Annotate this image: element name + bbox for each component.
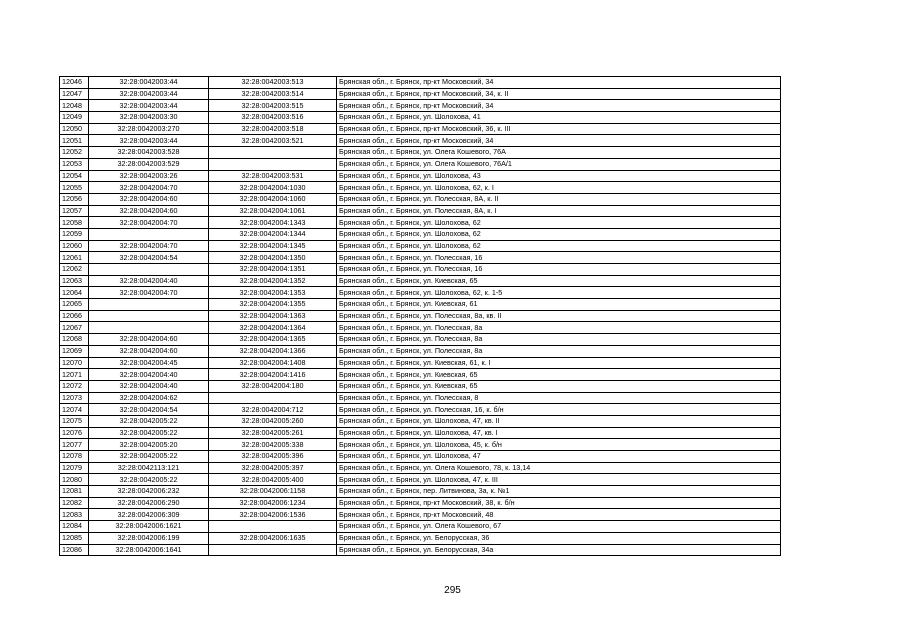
row-number-cell: 12052 bbox=[60, 147, 89, 159]
address-cell: Брянская обл., г. Брянск, ул. Шолохова, 41 bbox=[337, 112, 781, 124]
row-number-cell: 12050 bbox=[60, 123, 89, 135]
land-cadastral-number-cell: 32:28:0042006:1641 bbox=[89, 544, 209, 556]
object-cadastral-number-cell: 32:28:0042003:514 bbox=[209, 88, 337, 100]
table-row bbox=[60, 439, 781, 451]
row-number-cell: 12054 bbox=[60, 170, 89, 182]
table-row bbox=[60, 357, 781, 369]
row-number-cell: 12056 bbox=[60, 193, 89, 205]
address-cell: Брянская обл., г. Брянск, ул. Шолохова, 62, к. 1-5 bbox=[337, 287, 781, 299]
address-cell: Брянская обл., г. Брянск, ул. Киевская, 65 bbox=[337, 275, 781, 287]
row-number-cell: 12055 bbox=[60, 182, 89, 194]
table-row bbox=[60, 217, 781, 229]
land-cadastral-number-cell: 32:28:0042005:22 bbox=[89, 474, 209, 486]
table-row bbox=[60, 182, 781, 194]
table-row bbox=[60, 264, 781, 276]
table-row bbox=[60, 299, 781, 311]
row-number-cell: 12076 bbox=[60, 427, 89, 439]
land-cadastral-number-cell: 32:28:0042003:44 bbox=[89, 135, 209, 147]
address-cell: Брянская обл., г. Брянск, ул. Шолохова, 47, кв. II bbox=[337, 415, 781, 427]
row-number-cell: 12086 bbox=[60, 544, 89, 556]
address-cell: Брянская обл., г. Брянск, пр-кт Московский, 34, к. II bbox=[337, 88, 781, 100]
object-cadastral-number-cell: 32:28:0042005:397 bbox=[209, 462, 337, 474]
address-cell: Брянская обл., г. Брянск, ул. Киевская, 65 bbox=[337, 369, 781, 381]
object-cadastral-number-cell bbox=[209, 544, 337, 556]
table-row bbox=[60, 462, 781, 474]
object-cadastral-number-cell: 32:28:0042003:531 bbox=[209, 170, 337, 182]
land-cadastral-number-cell: 32:28:0042006:309 bbox=[89, 509, 209, 521]
row-number-cell: 12082 bbox=[60, 497, 89, 509]
table-row bbox=[60, 275, 781, 287]
object-cadastral-number-cell: 32:28:0042004:1364 bbox=[209, 322, 337, 334]
land-cadastral-number-cell: 32:28:0042006:1621 bbox=[89, 521, 209, 533]
land-cadastral-number-cell: 32:28:0042004:54 bbox=[89, 404, 209, 416]
row-number-cell: 12057 bbox=[60, 205, 89, 217]
row-number-cell: 12066 bbox=[60, 310, 89, 322]
land-cadastral-number-cell: 32:28:0042005:20 bbox=[89, 439, 209, 451]
address-cell: Брянская обл., г. Брянск, ул. Полесская, 8а bbox=[337, 345, 781, 357]
object-cadastral-number-cell: 32:28:0042005:396 bbox=[209, 451, 337, 463]
land-cadastral-number-cell: 32:28:0042005:22 bbox=[89, 427, 209, 439]
object-cadastral-number-cell: 32:28:0042006:1234 bbox=[209, 497, 337, 509]
object-cadastral-number-cell: 32:28:0042004:1352 bbox=[209, 275, 337, 287]
table-row bbox=[60, 544, 781, 556]
land-cadastral-number-cell: 32:28:0042003:528 bbox=[89, 147, 209, 159]
table-row bbox=[60, 532, 781, 544]
object-cadastral-number-cell: 32:28:0042004:1345 bbox=[209, 240, 337, 252]
land-cadastral-number-cell bbox=[89, 322, 209, 334]
address-cell: Брянская обл., г. Брянск, пр-кт Московский, 34 bbox=[337, 135, 781, 147]
table-row bbox=[60, 404, 781, 416]
address-cell: Брянская обл., г. Брянск, ул. Полесская, 8 bbox=[337, 392, 781, 404]
row-number-cell: 12068 bbox=[60, 334, 89, 346]
table-row bbox=[60, 369, 781, 381]
table-row bbox=[60, 158, 781, 170]
table-row bbox=[60, 88, 781, 100]
address-cell: Брянская обл., г. Брянск, пр-кт Московский, 38, к. б/н bbox=[337, 497, 781, 509]
table-row bbox=[60, 392, 781, 404]
table-row bbox=[60, 170, 781, 182]
row-number-cell: 12085 bbox=[60, 532, 89, 544]
object-cadastral-number-cell bbox=[209, 147, 337, 159]
object-cadastral-number-cell: 32:28:0042006:1635 bbox=[209, 532, 337, 544]
row-number-cell: 12061 bbox=[60, 252, 89, 264]
land-cadastral-number-cell: 32:28:0042003:270 bbox=[89, 123, 209, 135]
object-cadastral-number-cell: 32:28:0042004:1350 bbox=[209, 252, 337, 264]
row-number-cell: 12071 bbox=[60, 369, 89, 381]
object-cadastral-number-cell: 32:28:0042004:1365 bbox=[209, 334, 337, 346]
object-cadastral-number-cell: 32:28:0042004:1355 bbox=[209, 299, 337, 311]
object-cadastral-number-cell: 32:28:0042004:1363 bbox=[209, 310, 337, 322]
land-cadastral-number-cell bbox=[89, 228, 209, 240]
row-number-cell: 12074 bbox=[60, 404, 89, 416]
object-cadastral-number-cell: 32:28:0042003:516 bbox=[209, 112, 337, 124]
table-row bbox=[60, 77, 781, 89]
address-cell: Брянская обл., г. Брянск, ул. Полесская, 8А, к. II bbox=[337, 193, 781, 205]
land-cadastral-number-cell: 32:28:0042005:22 bbox=[89, 415, 209, 427]
address-cell: Брянская обл., г. Брянск, ул. Полесская, 8а bbox=[337, 334, 781, 346]
object-cadastral-number-cell: 32:28:0042004:1366 bbox=[209, 345, 337, 357]
row-number-cell: 12049 bbox=[60, 112, 89, 124]
row-number-cell: 12048 bbox=[60, 100, 89, 112]
table-row bbox=[60, 100, 781, 112]
table-row bbox=[60, 310, 781, 322]
land-cadastral-number-cell: 32:28:0042006:290 bbox=[89, 497, 209, 509]
register-table-body bbox=[60, 77, 781, 556]
row-number-cell: 12059 bbox=[60, 228, 89, 240]
land-cadastral-number-cell: 32:28:0042003:44 bbox=[89, 100, 209, 112]
address-cell: Брянская обл., г. Брянск, ул. Киевская, 61, к. I bbox=[337, 357, 781, 369]
land-cadastral-number-cell: 32:28:0042004:40 bbox=[89, 380, 209, 392]
land-cadastral-number-cell: 32:28:0042004:60 bbox=[89, 193, 209, 205]
row-number-cell: 12078 bbox=[60, 451, 89, 463]
address-cell: Брянская обл., г. Брянск, ул. Шолохова, 47, к. III bbox=[337, 474, 781, 486]
row-number-cell: 12053 bbox=[60, 158, 89, 170]
object-cadastral-number-cell: 32:28:0042003:521 bbox=[209, 135, 337, 147]
object-cadastral-number-cell: 32:28:0042004:1353 bbox=[209, 287, 337, 299]
address-cell: Брянская обл., г. Брянск, ул. Белорусская, 36 bbox=[337, 532, 781, 544]
land-cadastral-number-cell bbox=[89, 299, 209, 311]
land-cadastral-number-cell: 32:28:0042005:22 bbox=[89, 451, 209, 463]
address-cell: Брянская обл., г. Брянск, ул. Шолохова, 47 bbox=[337, 451, 781, 463]
object-cadastral-number-cell: 32:28:0042004:180 bbox=[209, 380, 337, 392]
land-cadastral-number-cell: 32:28:0042003:44 bbox=[89, 77, 209, 89]
table-row bbox=[60, 135, 781, 147]
table-row bbox=[60, 228, 781, 240]
row-number-cell: 12079 bbox=[60, 462, 89, 474]
object-cadastral-number-cell: 32:28:0042004:1344 bbox=[209, 228, 337, 240]
land-cadastral-number-cell: 32:28:0042004:70 bbox=[89, 287, 209, 299]
table-row bbox=[60, 112, 781, 124]
object-cadastral-number-cell: 32:28:0042004:1408 bbox=[209, 357, 337, 369]
address-cell: Брянская обл., г. Брянск, ул. Киевская, 65 bbox=[337, 380, 781, 392]
row-number-cell: 12046 bbox=[60, 77, 89, 89]
table-row bbox=[60, 474, 781, 486]
address-cell: Брянская обл., г. Брянск, ул. Полесская, 16 bbox=[337, 252, 781, 264]
row-number-cell: 12080 bbox=[60, 474, 89, 486]
row-number-cell: 12047 bbox=[60, 88, 89, 100]
table-row bbox=[60, 205, 781, 217]
address-cell: Брянская обл., г. Брянск, ул. Шолохова, 62 bbox=[337, 217, 781, 229]
land-cadastral-number-cell: 32:28:0042004:60 bbox=[89, 334, 209, 346]
object-cadastral-number-cell: 32:28:0042005:400 bbox=[209, 474, 337, 486]
table-row bbox=[60, 240, 781, 252]
row-number-cell: 12070 bbox=[60, 357, 89, 369]
address-cell: Брянская обл., г. Брянск, ул. Олега Кошевого, 67 bbox=[337, 521, 781, 533]
table-row bbox=[60, 322, 781, 334]
object-cadastral-number-cell: 32:28:0042004:1061 bbox=[209, 205, 337, 217]
table-row bbox=[60, 415, 781, 427]
address-cell: Брянская обл., г. Брянск, ул. Шолохова, 62, к. I bbox=[337, 182, 781, 194]
object-cadastral-number-cell: 32:28:0042004:1351 bbox=[209, 264, 337, 276]
row-number-cell: 12060 bbox=[60, 240, 89, 252]
land-cadastral-number-cell: 32:28:0042004:45 bbox=[89, 357, 209, 369]
address-cell: Брянская обл., г. Брянск, пр-кт Московский, 36, к. III bbox=[337, 123, 781, 135]
object-cadastral-number-cell: 32:28:0042003:515 bbox=[209, 100, 337, 112]
row-number-cell: 12063 bbox=[60, 275, 89, 287]
land-cadastral-number-cell bbox=[89, 310, 209, 322]
land-cadastral-number-cell: 32:28:0042004:70 bbox=[89, 217, 209, 229]
row-number-cell: 12062 bbox=[60, 264, 89, 276]
table-row bbox=[60, 451, 781, 463]
table-row bbox=[60, 521, 781, 533]
address-cell: Брянская обл., г. Брянск, ул. Олега Кошевого, 78, к. 13,14 bbox=[337, 462, 781, 474]
address-cell: Брянская обл., г. Брянск, пр-кт Московский, 48 bbox=[337, 509, 781, 521]
land-cadastral-number-cell: 32:28:0042003:529 bbox=[89, 158, 209, 170]
row-number-cell: 12081 bbox=[60, 486, 89, 498]
land-cadastral-number-cell: 32:28:0042004:54 bbox=[89, 252, 209, 264]
page-number: 295 bbox=[444, 585, 461, 596]
address-cell: Брянская обл., г. Брянск, пр-кт Московский, 34 bbox=[337, 100, 781, 112]
row-number-cell: 12069 bbox=[60, 345, 89, 357]
land-cadastral-number-cell: 32:28:0042004:40 bbox=[89, 275, 209, 287]
object-cadastral-number-cell: 32:28:0042005:261 bbox=[209, 427, 337, 439]
object-cadastral-number-cell: 32:28:0042005:260 bbox=[209, 415, 337, 427]
table-row bbox=[60, 334, 781, 346]
address-cell: Брянская обл., г. Брянск, ул. Белорусская, 34а bbox=[337, 544, 781, 556]
address-cell: Брянская обл., г. Брянск, ул. Полесская, 8А, к. I bbox=[337, 205, 781, 217]
object-cadastral-number-cell: 32:28:0042004:1030 bbox=[209, 182, 337, 194]
object-cadastral-number-cell: 32:28:0042003:513 bbox=[209, 77, 337, 89]
land-cadastral-number-cell: 32:28:0042003:44 bbox=[89, 88, 209, 100]
address-cell: Брянская обл., г. Брянск, ул. Шолохова, 43 bbox=[337, 170, 781, 182]
row-number-cell: 12073 bbox=[60, 392, 89, 404]
address-cell: Брянская обл., г. Брянск, ул. Шолохова, 62 bbox=[337, 240, 781, 252]
object-cadastral-number-cell: 32:28:0042004:712 bbox=[209, 404, 337, 416]
table-row bbox=[60, 123, 781, 135]
table-row bbox=[60, 486, 781, 498]
land-cadastral-number-cell: 32:28:0042004:40 bbox=[89, 369, 209, 381]
address-cell: Брянская обл., г. Брянск, ул. Полесская, 8а bbox=[337, 322, 781, 334]
land-cadastral-number-cell: 32:28:0042004:70 bbox=[89, 240, 209, 252]
land-cadastral-number-cell: 32:28:0042006:199 bbox=[89, 532, 209, 544]
table-row bbox=[60, 345, 781, 357]
table-row bbox=[60, 287, 781, 299]
row-number-cell: 12064 bbox=[60, 287, 89, 299]
land-cadastral-number-cell: 32:28:0042004:70 bbox=[89, 182, 209, 194]
object-cadastral-number-cell: 32:28:0042004:1416 bbox=[209, 369, 337, 381]
address-cell: Брянская обл., г. Брянск, пр-кт Московский, 34 bbox=[337, 77, 781, 89]
row-number-cell: 12072 bbox=[60, 380, 89, 392]
row-number-cell: 12084 bbox=[60, 521, 89, 533]
row-number-cell: 12065 bbox=[60, 299, 89, 311]
address-cell: Брянская обл., г. Брянск, ул. Олега Кошевого, 76А bbox=[337, 147, 781, 159]
object-cadastral-number-cell bbox=[209, 521, 337, 533]
address-cell: Брянская обл., г. Брянск, пер. Литвинова, 3а, к. №1 bbox=[337, 486, 781, 498]
address-cell: Брянская обл., г. Брянск, ул. Шолохова, 47, кв. I bbox=[337, 427, 781, 439]
table-row bbox=[60, 380, 781, 392]
land-cadastral-number-cell: 32:28:0042004:60 bbox=[89, 345, 209, 357]
address-cell: Брянская обл., г. Брянск, ул. Шолохова, 62 bbox=[337, 228, 781, 240]
object-cadastral-number-cell: 32:28:0042003:518 bbox=[209, 123, 337, 135]
row-number-cell: 12083 bbox=[60, 509, 89, 521]
row-number-cell: 12075 bbox=[60, 415, 89, 427]
register-table bbox=[59, 76, 781, 556]
land-cadastral-number-cell: 32:28:0042003:30 bbox=[89, 112, 209, 124]
land-cadastral-number-cell: 32:28:0042113:121 bbox=[89, 462, 209, 474]
address-cell: Брянская обл., г. Брянск, ул. Киевская, 61 bbox=[337, 299, 781, 311]
row-number-cell: 12058 bbox=[60, 217, 89, 229]
row-number-cell: 12051 bbox=[60, 135, 89, 147]
object-cadastral-number-cell: 32:28:0042006:1158 bbox=[209, 486, 337, 498]
address-cell: Брянская обл., г. Брянск, ул. Полесская, 16, к. б/н bbox=[337, 404, 781, 416]
table-row bbox=[60, 509, 781, 521]
land-cadastral-number-cell: 32:28:0042003:26 bbox=[89, 170, 209, 182]
object-cadastral-number-cell: 32:28:0042006:1536 bbox=[209, 509, 337, 521]
land-cadastral-number-cell: 32:28:0042006:232 bbox=[89, 486, 209, 498]
address-cell: Брянская обл., г. Брянск, ул. Полесская, 8а, кв. II bbox=[337, 310, 781, 322]
table-row bbox=[60, 147, 781, 159]
table-row bbox=[60, 427, 781, 439]
land-cadastral-number-cell bbox=[89, 264, 209, 276]
object-cadastral-number-cell: 32:28:0042004:1060 bbox=[209, 193, 337, 205]
address-cell: Брянская обл., г. Брянск, ул. Шолохова, 45, к. б/н bbox=[337, 439, 781, 451]
object-cadastral-number-cell: 32:28:0042005:338 bbox=[209, 439, 337, 451]
land-cadastral-number-cell: 32:28:0042004:62 bbox=[89, 392, 209, 404]
object-cadastral-number-cell bbox=[209, 158, 337, 170]
table-row bbox=[60, 193, 781, 205]
address-cell: Брянская обл., г. Брянск, ул. Полесская, 16 bbox=[337, 264, 781, 276]
land-cadastral-number-cell: 32:28:0042004:60 bbox=[89, 205, 209, 217]
row-number-cell: 12067 bbox=[60, 322, 89, 334]
row-number-cell: 12077 bbox=[60, 439, 89, 451]
object-cadastral-number-cell bbox=[209, 392, 337, 404]
address-cell: Брянская обл., г. Брянск, ул. Олега Кошевого, 76А/1 bbox=[337, 158, 781, 170]
table-row bbox=[60, 497, 781, 509]
table-row bbox=[60, 252, 781, 264]
object-cadastral-number-cell: 32:28:0042004:1343 bbox=[209, 217, 337, 229]
